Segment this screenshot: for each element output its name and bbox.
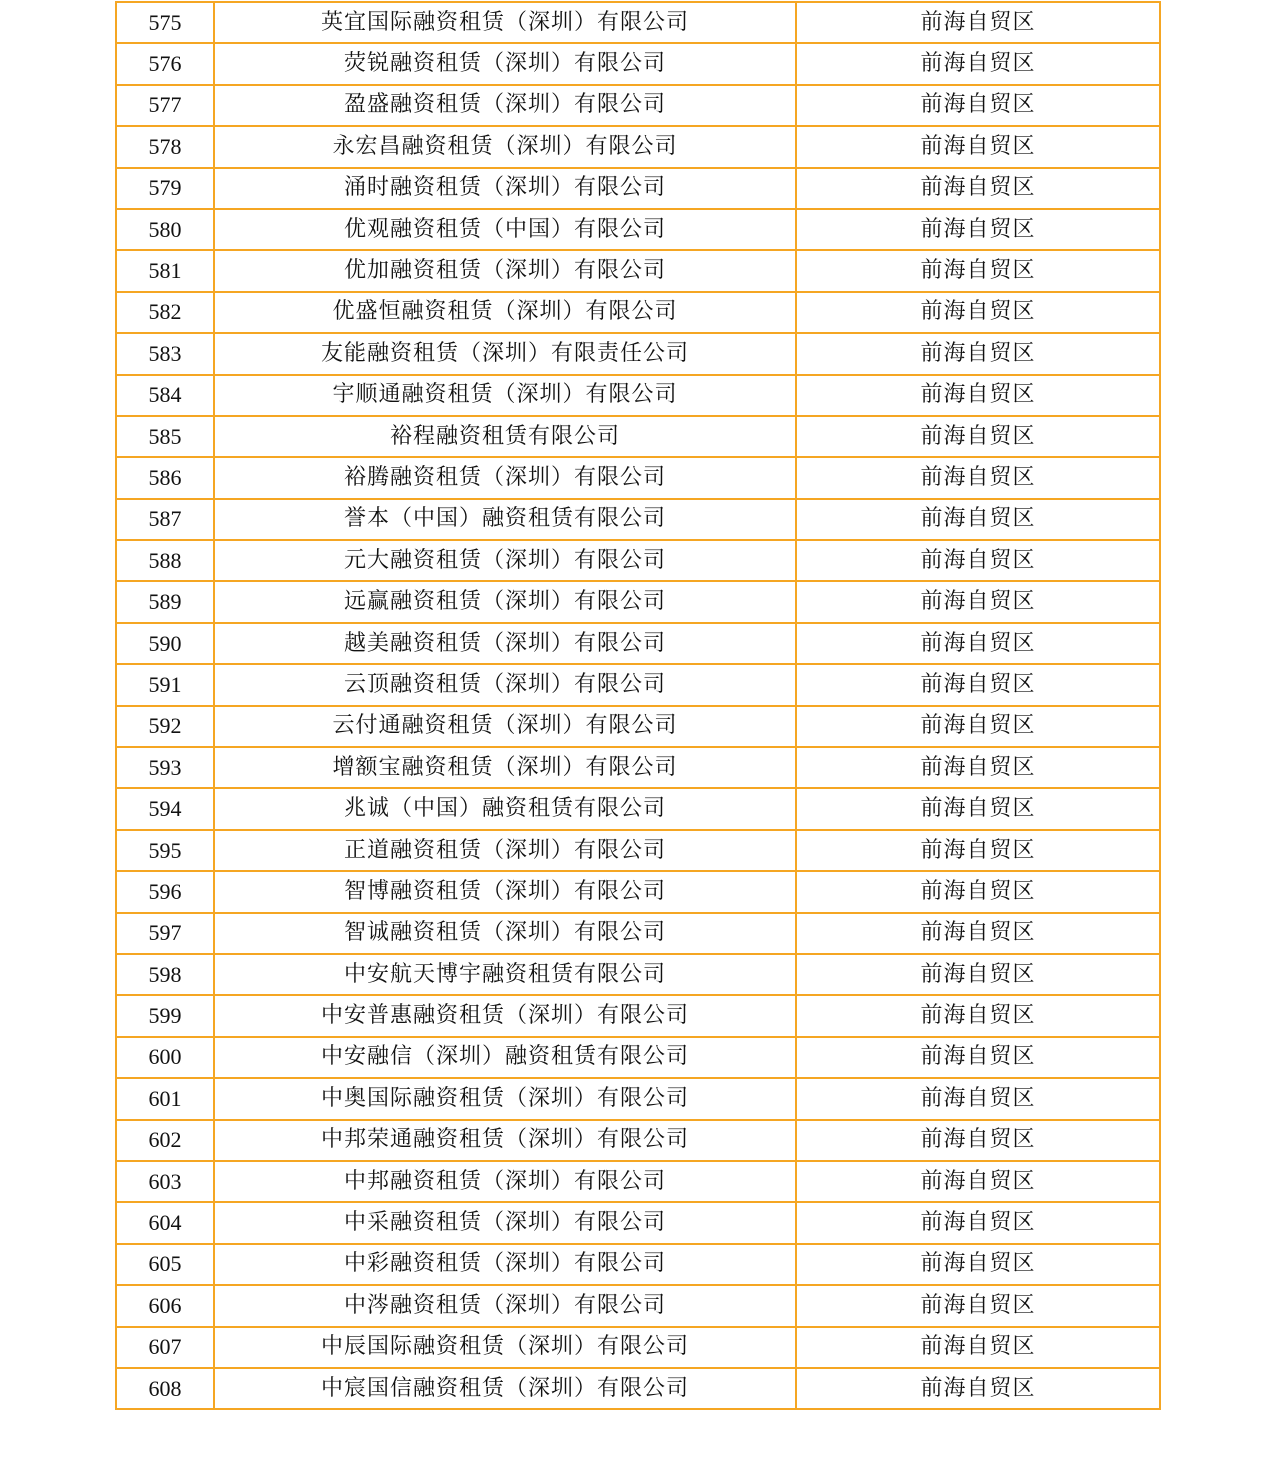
company-name-cell: 宇顺通融资租赁（深圳）有限公司 bbox=[214, 375, 796, 416]
company-name-cell: 友能融资租赁（深圳）有限责任公司 bbox=[214, 333, 796, 374]
region-cell: 前海自贸区 bbox=[796, 664, 1160, 705]
region-cell: 前海自贸区 bbox=[796, 292, 1160, 333]
table-row bbox=[116, 664, 1160, 705]
region-cell: 前海自贸区 bbox=[796, 1037, 1160, 1078]
region-cell: 前海自贸区 bbox=[796, 623, 1160, 664]
region-cell: 前海自贸区 bbox=[796, 706, 1160, 747]
row-number-cell: 593 bbox=[116, 747, 214, 788]
row-number-cell: 589 bbox=[116, 581, 214, 622]
company-name-cell: 中采融资租赁（深圳）有限公司 bbox=[214, 1202, 796, 1243]
row-number-cell: 576 bbox=[116, 43, 214, 84]
company-name-cell: 中宸国信融资租赁（深圳）有限公司 bbox=[214, 1368, 796, 1409]
company-name-cell: 兆诚（中国）融资租赁有限公司 bbox=[214, 788, 796, 829]
row-number-cell: 601 bbox=[116, 1078, 214, 1119]
region-cell: 前海自贸区 bbox=[796, 126, 1160, 167]
table-row bbox=[116, 85, 1160, 126]
company-name-cell: 越美融资租赁（深圳）有限公司 bbox=[214, 623, 796, 664]
table-row bbox=[116, 168, 1160, 209]
table-row bbox=[116, 250, 1160, 291]
company-name-cell: 永宏昌融资租赁（深圳）有限公司 bbox=[214, 126, 796, 167]
company-name-cell: 元大融资租赁（深圳）有限公司 bbox=[214, 540, 796, 581]
region-cell: 前海自贸区 bbox=[796, 85, 1160, 126]
table-row bbox=[116, 995, 1160, 1036]
table-row bbox=[116, 830, 1160, 871]
company-name-cell: 涌时融资租赁（深圳）有限公司 bbox=[214, 168, 796, 209]
region-cell: 前海自贸区 bbox=[796, 43, 1160, 84]
row-number-cell: 579 bbox=[116, 168, 214, 209]
table-row bbox=[116, 2, 1160, 43]
row-number-cell: 588 bbox=[116, 540, 214, 581]
row-number-cell: 599 bbox=[116, 995, 214, 1036]
company-name-cell: 中安普惠融资租赁（深圳）有限公司 bbox=[214, 995, 796, 1036]
table-row bbox=[116, 1202, 1160, 1243]
table-row bbox=[116, 126, 1160, 167]
table-row bbox=[116, 1078, 1160, 1119]
row-number-cell: 584 bbox=[116, 375, 214, 416]
company-name-cell: 优观融资租赁（中国）有限公司 bbox=[214, 209, 796, 250]
company-name-cell: 中安航天博宇融资租赁有限公司 bbox=[214, 954, 796, 995]
region-cell: 前海自贸区 bbox=[796, 1244, 1160, 1285]
region-cell: 前海自贸区 bbox=[796, 1202, 1160, 1243]
row-number-cell: 578 bbox=[116, 126, 214, 167]
company-name-cell: 远赢融资租赁（深圳）有限公司 bbox=[214, 581, 796, 622]
table-row bbox=[116, 1327, 1160, 1368]
row-number-cell: 585 bbox=[116, 416, 214, 457]
row-number-cell: 577 bbox=[116, 85, 214, 126]
region-cell: 前海自贸区 bbox=[796, 788, 1160, 829]
registry-table-body bbox=[116, 2, 1160, 1409]
region-cell: 前海自贸区 bbox=[796, 499, 1160, 540]
region-cell: 前海自贸区 bbox=[796, 995, 1160, 1036]
company-name-cell: 云付通融资租赁（深圳）有限公司 bbox=[214, 706, 796, 747]
company-name-cell: 中安融信（深圳）融资租赁有限公司 bbox=[214, 1037, 796, 1078]
region-cell: 前海自贸区 bbox=[796, 830, 1160, 871]
row-number-cell: 598 bbox=[116, 954, 214, 995]
company-registry-table bbox=[115, 1, 1161, 1410]
row-number-cell: 587 bbox=[116, 499, 214, 540]
region-cell: 前海自贸区 bbox=[796, 581, 1160, 622]
table-row bbox=[116, 540, 1160, 581]
region-cell: 前海自贸区 bbox=[796, 954, 1160, 995]
region-cell: 前海自贸区 bbox=[796, 747, 1160, 788]
row-number-cell: 596 bbox=[116, 871, 214, 912]
row-number-cell: 595 bbox=[116, 830, 214, 871]
region-cell: 前海自贸区 bbox=[796, 333, 1160, 374]
table-row bbox=[116, 913, 1160, 954]
row-number-cell: 581 bbox=[116, 250, 214, 291]
row-number-cell: 607 bbox=[116, 1327, 214, 1368]
region-cell: 前海自贸区 bbox=[796, 416, 1160, 457]
row-number-cell: 575 bbox=[116, 2, 214, 43]
company-name-cell: 增额宝融资租赁（深圳）有限公司 bbox=[214, 747, 796, 788]
table-row bbox=[116, 623, 1160, 664]
table-row bbox=[116, 788, 1160, 829]
table-row bbox=[116, 747, 1160, 788]
row-number-cell: 582 bbox=[116, 292, 214, 333]
table-row bbox=[116, 1037, 1160, 1078]
company-name-cell: 云顶融资租赁（深圳）有限公司 bbox=[214, 664, 796, 705]
table-row bbox=[116, 292, 1160, 333]
table-row bbox=[116, 1285, 1160, 1326]
table-row bbox=[116, 375, 1160, 416]
company-name-cell: 盈盛融资租赁（深圳）有限公司 bbox=[214, 85, 796, 126]
region-cell: 前海自贸区 bbox=[796, 540, 1160, 581]
company-name-cell: 中邦荣通融资租赁（深圳）有限公司 bbox=[214, 1120, 796, 1161]
company-name-cell: 中邦融资租赁（深圳）有限公司 bbox=[214, 1161, 796, 1202]
company-name-cell: 正道融资租赁（深圳）有限公司 bbox=[214, 830, 796, 871]
company-name-cell: 中辰国际融资租赁（深圳）有限公司 bbox=[214, 1327, 796, 1368]
company-name-cell: 英宜国际融资租赁（深圳）有限公司 bbox=[214, 2, 796, 43]
table-row bbox=[116, 581, 1160, 622]
row-number-cell: 586 bbox=[116, 457, 214, 498]
region-cell: 前海自贸区 bbox=[796, 1327, 1160, 1368]
row-number-cell: 603 bbox=[116, 1161, 214, 1202]
row-number-cell: 594 bbox=[116, 788, 214, 829]
row-number-cell: 597 bbox=[116, 913, 214, 954]
row-number-cell: 600 bbox=[116, 1037, 214, 1078]
region-cell: 前海自贸区 bbox=[796, 209, 1160, 250]
table-row bbox=[116, 1120, 1160, 1161]
row-number-cell: 604 bbox=[116, 1202, 214, 1243]
row-number-cell: 606 bbox=[116, 1285, 214, 1326]
table-row bbox=[116, 1368, 1160, 1409]
table-row bbox=[116, 706, 1160, 747]
region-cell: 前海自贸区 bbox=[796, 1120, 1160, 1161]
company-name-cell: 裕程融资租赁有限公司 bbox=[214, 416, 796, 457]
company-name-cell: 智诚融资租赁（深圳）有限公司 bbox=[214, 913, 796, 954]
row-number-cell: 590 bbox=[116, 623, 214, 664]
region-cell: 前海自贸区 bbox=[796, 457, 1160, 498]
row-number-cell: 580 bbox=[116, 209, 214, 250]
company-name-cell: 誉本（中国）融资租赁有限公司 bbox=[214, 499, 796, 540]
region-cell: 前海自贸区 bbox=[796, 913, 1160, 954]
company-name-cell: 裕腾融资租赁（深圳）有限公司 bbox=[214, 457, 796, 498]
region-cell: 前海自贸区 bbox=[796, 871, 1160, 912]
table-row bbox=[116, 333, 1160, 374]
row-number-cell: 591 bbox=[116, 664, 214, 705]
table-row bbox=[116, 416, 1160, 457]
company-name-cell: 荧锐融资租赁（深圳）有限公司 bbox=[214, 43, 796, 84]
row-number-cell: 608 bbox=[116, 1368, 214, 1409]
company-name-cell: 优盛恒融资租赁（深圳）有限公司 bbox=[214, 292, 796, 333]
region-cell: 前海自贸区 bbox=[796, 2, 1160, 43]
table-row bbox=[116, 43, 1160, 84]
company-name-cell: 中彩融资租赁（深圳）有限公司 bbox=[214, 1244, 796, 1285]
region-cell: 前海自贸区 bbox=[796, 168, 1160, 209]
table-row bbox=[116, 1161, 1160, 1202]
table-row bbox=[116, 209, 1160, 250]
company-name-cell: 中涔融资租赁（深圳）有限公司 bbox=[214, 1285, 796, 1326]
table-row bbox=[116, 1244, 1160, 1285]
region-cell: 前海自贸区 bbox=[796, 1078, 1160, 1119]
region-cell: 前海自贸区 bbox=[796, 375, 1160, 416]
table-row bbox=[116, 499, 1160, 540]
table-row bbox=[116, 871, 1160, 912]
row-number-cell: 583 bbox=[116, 333, 214, 374]
company-name-cell: 中奥国际融资租赁（深圳）有限公司 bbox=[214, 1078, 796, 1119]
region-cell: 前海自贸区 bbox=[796, 250, 1160, 291]
region-cell: 前海自贸区 bbox=[796, 1285, 1160, 1326]
table-row bbox=[116, 954, 1160, 995]
row-number-cell: 602 bbox=[116, 1120, 214, 1161]
region-cell: 前海自贸区 bbox=[796, 1161, 1160, 1202]
company-name-cell: 智博融资租赁（深圳）有限公司 bbox=[214, 871, 796, 912]
table-row bbox=[116, 457, 1160, 498]
company-name-cell: 优加融资租赁（深圳）有限公司 bbox=[214, 250, 796, 291]
region-cell: 前海自贸区 bbox=[796, 1368, 1160, 1409]
row-number-cell: 592 bbox=[116, 706, 214, 747]
row-number-cell: 605 bbox=[116, 1244, 214, 1285]
